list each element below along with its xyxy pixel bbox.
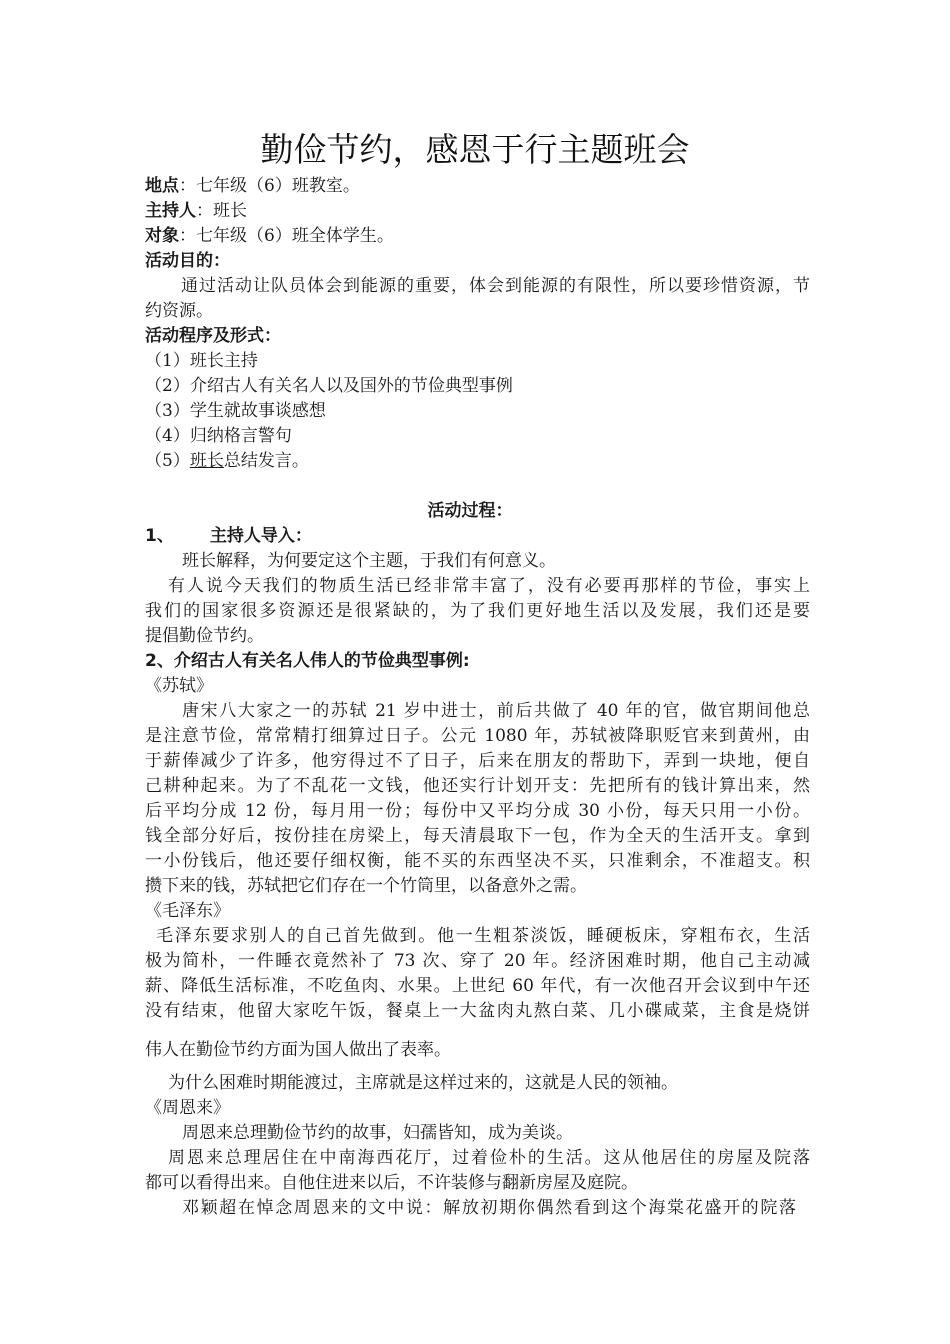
story-line: 毛泽东要求别人的自己首先做到。他一生粗茶淡饭，睡硬板床，穿粗布衣，生活 [156, 926, 810, 946]
intro-line: 我们的国家很多资源还是很紧缺的，为了我们更好地生活以及发展，我们还是要 [145, 601, 810, 621]
intro-line: 提倡勤俭节约。 [145, 626, 264, 646]
story-heading-zhou: 《周恩来》 [145, 1098, 230, 1118]
story-line: 邓颖超在悼念周恩来的文中说：解放初期你偶然看到这个海棠花盛开的院落 [182, 1198, 796, 1218]
program-item: （2）介绍古人有关名人以及国外的节俭典型事例 [145, 376, 513, 396]
story-line: 后平均分成 12 份，每月用一份；每份中又平均分成 30 小份，每天只用一小份。 [145, 801, 810, 821]
story-heading-su: 《苏轼》 [145, 676, 213, 696]
story-line: 唐宋八大家之一的苏轼 21 岁中进士，前后共做了 40 年的官，做官期间他总 [182, 701, 810, 721]
target-label: 对象 [145, 226, 179, 246]
story-line: 伟人在勤俭节约方面为国人做出了表率。 [145, 1040, 451, 1060]
program-item-prefix: （5） [145, 451, 190, 471]
section-1-heading [145, 526, 810, 546]
story-heading-mao: 《毛泽东》 [145, 901, 230, 921]
place-value: ：七年级（6）班教室。 [179, 176, 360, 196]
story-line: 攒下来的钱，苏轼把它们存在一个竹筒里，以备意外之需。 [145, 876, 587, 896]
story-line: 于薪俸减少了许多，他穷得过不了日子，后来在朋友的帮助下，弄到一块地，便自 [145, 751, 810, 771]
section-2-heading: 2、介绍古人有关名人伟人的节俭典型事例: [145, 651, 470, 671]
info-host [145, 201, 810, 221]
section-1-number: 1、 [145, 526, 174, 546]
story-line: 周恩来总理勤俭节约的故事，妇孺皆知，成为美谈。 [182, 1123, 573, 1143]
host-label: 主持人 [145, 201, 196, 221]
purpose-label: 活动目的： [145, 251, 230, 271]
page-title: 勤俭节约，感恩于行主题班会 [260, 130, 690, 169]
story-line: 极为简朴，一件睡衣竟然补了 73 次、穿了 20 年。经济困难时期，他自己主动减 [145, 951, 810, 971]
program-label: 活动程序及形式： [145, 326, 281, 346]
program-item-suffix: 总结发言。 [223, 451, 309, 471]
intro-line: 有人说今天我们的物质生活已经非常丰富了，没有必要再那样的节俭，事实上 [168, 576, 810, 596]
intro-line: 班长解释，为何要定这个主题，于我们有何意义。 [182, 551, 556, 571]
story-line: 是注意节俭，常常精打细算过日子。公元 1080 年，苏轼被降职贬官来到黄州，由 [145, 726, 810, 746]
place-label: 地点 [145, 176, 179, 196]
program-item [145, 451, 810, 471]
program-item-underlined: 班长 [189, 451, 224, 471]
purpose-line: 通过活动让队员体会到能源的重要，体会到能源的有限性，所以要珍惜资源，节 [145, 276, 810, 296]
info-target [145, 226, 810, 246]
target-value: ：七年级（6）班全体学生。 [179, 226, 394, 246]
story-line: 一小份钱后，他还要仔细权衡，能不买的东西坚决不买，只准剩余，不准超支。积 [145, 851, 810, 871]
info-place [145, 176, 810, 196]
purpose-line: 约资源。 [145, 301, 213, 321]
story-line: 没有结束，他留大家吃午饭，餐桌上一大盆肉丸熬白菜、几小碟咸菜，主食是烧饼 [145, 1001, 810, 1021]
story-line: 都可以看得出来。自他住进来以后，不许装修与翻新房屋及庭院。 [145, 1173, 638, 1193]
story-line: 钱全部分好后，按份挂在房梁上，每天清晨取下一包，作为全天的生活开支。拿到 [145, 826, 810, 846]
program-item: （1）班长主持 [145, 351, 258, 371]
process-heading: 活动过程： [427, 501, 513, 521]
story-line: 为什么困难时期能渡过，主席就是这样过来的，这就是人民的领袖。 [168, 1073, 678, 1093]
host-value: ：班长 [196, 201, 247, 221]
program-item: （4）归纳格言警句 [145, 426, 292, 446]
program-item: （3）学生就故事谈感想 [145, 401, 326, 421]
section-1-title: 主持人导入： [209, 526, 312, 546]
story-line: 薪、降低生活标准，不吃鱼肉、水果。上世纪 60 年代，有一次他召开会议到中午还 [145, 976, 810, 996]
story-line: 周恩来总理居住在中南海西花厅，过着俭朴的生活。这从他居住的房屋及院落 [168, 1148, 810, 1168]
story-line: 己耕种起来。为了不乱花一文钱，他还实行计划开支：先把所有的钱计算出来，然 [145, 776, 810, 796]
